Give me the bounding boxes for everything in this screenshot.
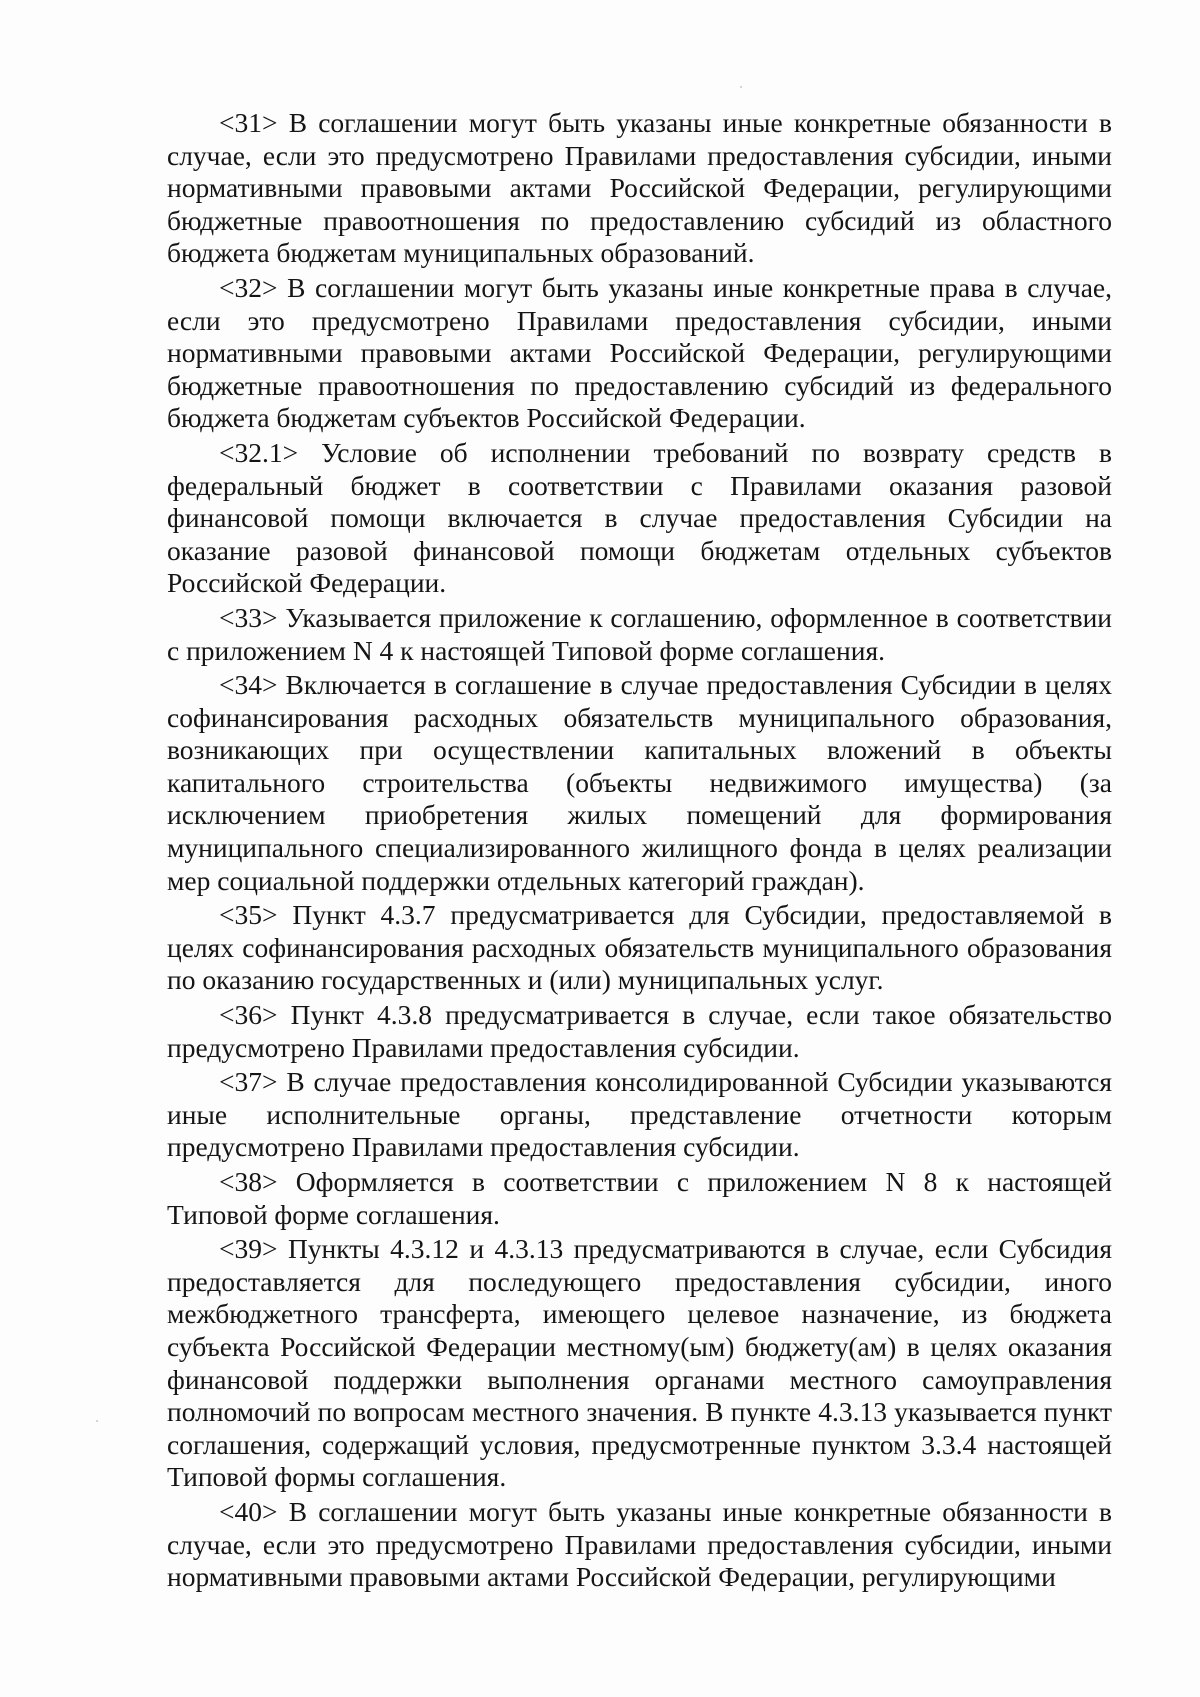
footnote-32: <32> В соглашении могут быть указаны иные конкретные права в случае, если это предусмотрено Правилами предоставления субсидии, иными нормативными правовыми актами Российской Федерации, регулирующими бюджетные правоотношения по предоставлению субсидий из федерального бюджета бюджетам субъектов Российской Федерации.	[167, 271, 1112, 434]
footnote-36: <36> Пункт 4.3.8 предусматривается в случае, если такое обязательство предусмотрено Правилами предоставления субсидии.	[167, 999, 1112, 1063]
footnote-39: <39> Пункты 4.3.12 и 4.3.13 предусматриваются в случае, если Субсидия предоставляется для последующего предоставления субсидии, иного межбюджетного трансферта, имеющего целевое назначение, из бюджета субъекта Российской Федерации местному(ым) бюджету(ам) в целях оказания финансовой поддержки выполнения органами местного самоуправления полномочий по вопросам местного значения. В пункте 4.3.13 указывается пункт соглашения, содержащий условия, предусмотренные пунктом 3.3.4 настоящей Типовой формы соглашения.	[167, 1233, 1112, 1493]
footnote-31: <31> В соглашении могут быть указаны иные конкретные обязанности в случае, если это предусмотрено Правилами предоставления субсидии, иными нормативными правовыми актами Российской Федерации, регулирующими бюджетные правоотношения по предоставлению субсидий из областного бюджета бюджетам муниципальных образований.	[167, 107, 1112, 269]
scan-artifact	[740, 86, 742, 88]
scan-artifact	[96, 1420, 98, 1422]
footnote-35: <35> Пункт 4.3.7 предусматривается для Субсидии, предоставляемой в целях софинансирования расходных обязательств муниципального образования по оказанию государственных и (или) муниципальных услуг.	[167, 899, 1112, 996]
footnote-37: <37> В случае предоставления консолидированной Субсидии указываются иные исполнительные органы, представление отчетности которым предусмотрено Правилами предоставления субсидии.	[167, 1066, 1112, 1163]
footnote-33: <33> Указывается приложение к соглашению, оформленное в соответствии с приложением N 4 к настоящей Типовой форме соглашения.	[167, 601, 1112, 666]
document-body	[167, 107, 1112, 1596]
footnote-32-1: <32.1> Условие об исполнении требований по возврату средств в федеральный бюджет в соответствии с Правилами оказания разовой финансовой помощи включается в случае предоставления Субсидии на оказание разовой финансовой помощи бюджетам отдельных субъектов Российской Федерации.	[167, 436, 1112, 599]
footnote-40: <40> В соглашении могут быть указаны иные конкретные обязанности в случае, если это предусмотрено Правилами предоставления субсидии, иными нормативными правовыми актами Российской Федерации, регулирующими	[167, 1495, 1112, 1593]
footnote-38: <38> Оформляется в соответствии с приложением N 8 к настоящей Типовой форме соглашения.	[167, 1166, 1112, 1230]
footnote-34: <34> Включается в соглашение в случае предоставления Субсидии в целях софинансирования расходных обязательств муниципального образования, возникающих при осуществлении капитальных вложений в объекты капитального строительства (объекты недвижимого имущества) (за исключением приобретения жилых помещений для формирования муниципального специализированного жилищного фонда в целях реализации мер социальной поддержки отдельных категорий граждан).	[167, 669, 1112, 896]
